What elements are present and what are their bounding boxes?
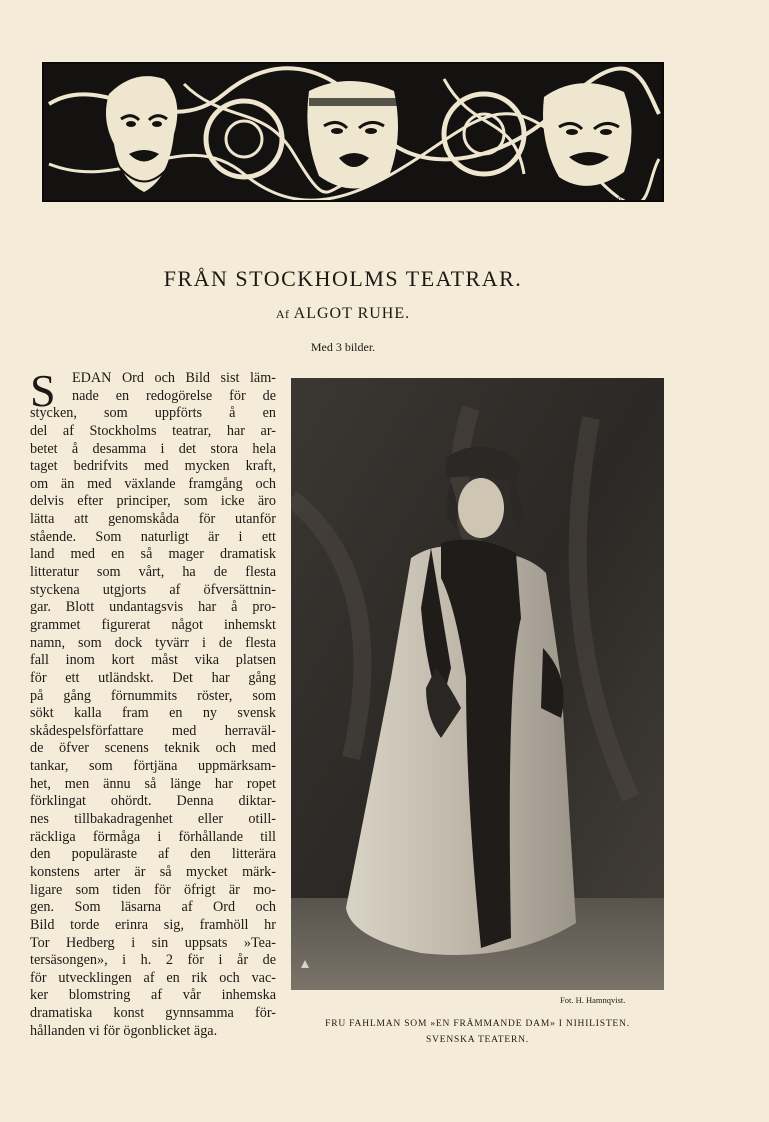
body-line: ligare som tiden för öfrigt är mo- xyxy=(30,881,276,898)
body-line: de öfver scenens teknik och med xyxy=(30,740,276,757)
body-line: taget bedrifvits med mycken kraft, xyxy=(30,458,276,475)
body-line: litteratur som vårt, ha de flesta xyxy=(30,564,276,581)
body-line: dramatiska konst gynnsamma för- xyxy=(30,1005,276,1022)
caption-line-2: SVENSKA TEATERN. xyxy=(426,1035,529,1045)
body-line: gen. Som läsarna af Ord och xyxy=(30,899,276,916)
body-line: konstens arter är så mycket märk- xyxy=(30,863,276,880)
byline-author: ALGOT RUHE. xyxy=(293,305,411,322)
body-line: grammet figurerat något inhemskt xyxy=(30,616,276,633)
body-line: stycken, som uppförts å en xyxy=(30,405,276,422)
body-line: sökt kalla fram en ny svensk xyxy=(30,705,276,722)
body-line: tersäsongen», i h. 2 för i år de xyxy=(30,952,276,969)
body-line: fall inom kort måst vika platsen xyxy=(30,652,276,669)
byline-prefix: Af xyxy=(275,307,290,321)
body-line: räckliga förmåga i förhållande till xyxy=(30,828,276,845)
photo-credit: Fot. H. Hamnqvist. xyxy=(560,995,626,1005)
body-line: om än med växlande framgång och xyxy=(30,475,276,492)
portrait-photograph xyxy=(291,378,664,990)
body-line: gar. Blott undantagsvis har å pro- xyxy=(30,599,276,616)
body-line: tankar, som förtjäna uppmärksam- xyxy=(30,758,276,775)
body-line: hållanden vi för ögonblicket äga. xyxy=(30,1022,218,1039)
body-line: styckena utgjorts af öfversättnin- xyxy=(30,581,276,598)
body-line: nes tillbakadragenhet eller otill- xyxy=(30,811,276,828)
body-line: betet å desamma i det stora hela xyxy=(30,440,276,457)
article-title: FRÅN STOCKHOLMS TEATRAR. xyxy=(163,266,523,291)
body-line: delvis efter principer, som icke äro xyxy=(30,493,276,510)
body-line: EDAN Ord och Bild sist läm- xyxy=(72,370,276,386)
body-line: stående. Som naturligt är i ett xyxy=(30,528,276,545)
body-line: namn, som dock tyvärr i de flesta xyxy=(30,634,276,651)
caption-line-1: FRU FAHLMAN SOM »EN FRÄMMANDE DAM» I NIHILISTEN. xyxy=(325,1019,630,1029)
body-line: för utvecklingen af en rik och vac- xyxy=(30,969,276,986)
article-body xyxy=(30,365,276,1040)
body-line: ker blomstring af vår inhemska xyxy=(30,987,276,1004)
article-subtitle: Med 3 bilder. xyxy=(310,340,376,354)
body-line: lätta att genomskåda för utanför xyxy=(30,511,276,528)
body-line: del af Stockholms teatrar, har ar- xyxy=(30,422,276,439)
artist-monogram: G M-05 xyxy=(600,196,628,203)
drop-cap: S xyxy=(30,365,56,416)
body-line: Tor Hedberg i sin uppsats »Tea- xyxy=(30,934,276,951)
body-line: land med en så mager dramatisk xyxy=(30,546,276,563)
body-line: het, men ännu så länge har ropet xyxy=(30,775,276,792)
body-line: förklingat ohördt. Denna diktar- xyxy=(30,793,276,810)
body-line: på gång förnummits röster, som xyxy=(30,687,276,704)
body-line: för ett utländskt. Det har gång xyxy=(30,669,276,686)
header-ornament-masks xyxy=(42,62,664,202)
body-line: den populäraste af den litterära xyxy=(30,846,276,863)
body-line: nade en redogörelse för de xyxy=(72,387,276,404)
body-line: Bild torde erinra sig, framhöll hr xyxy=(30,916,276,933)
article-byline xyxy=(0,305,686,323)
photo-caption xyxy=(291,1016,664,1048)
body-line: skådespelsförfattare med herraväl- xyxy=(30,722,276,739)
